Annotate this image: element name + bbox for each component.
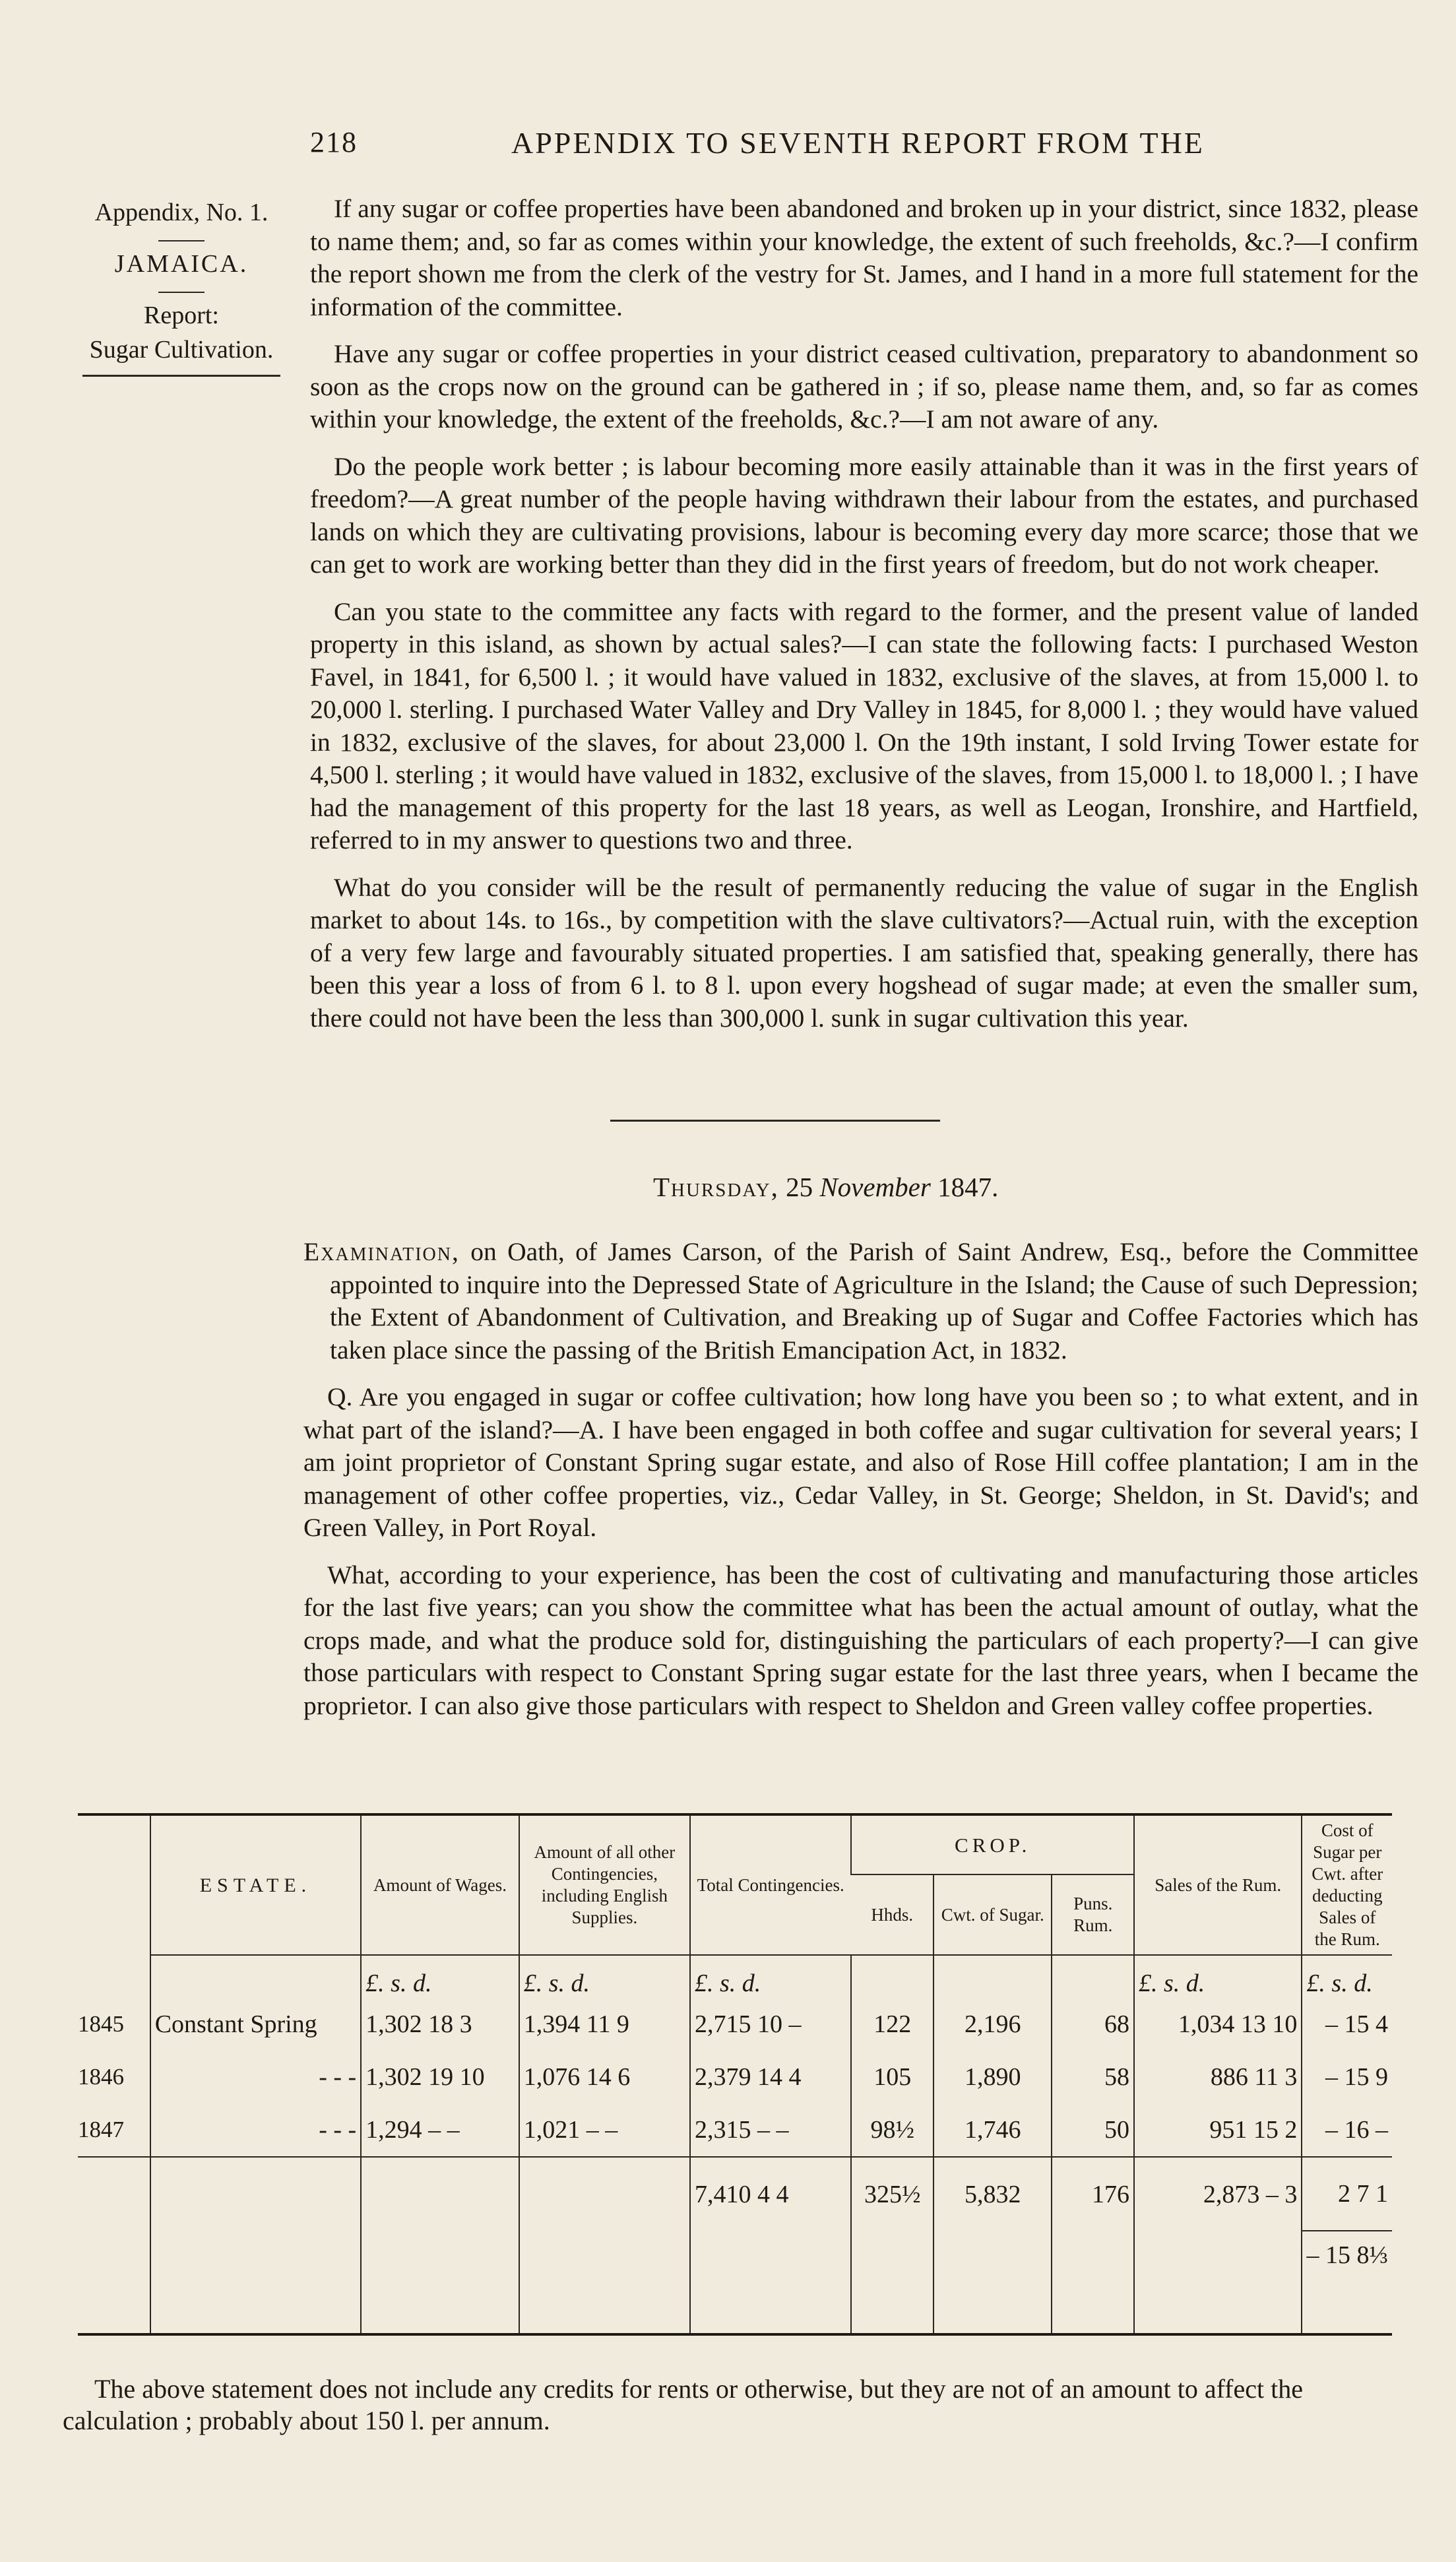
wages-cell: 1,302 19 10 <box>361 2051 519 2103</box>
marginal-divider <box>158 292 205 293</box>
average-row <box>78 2231 1392 2334</box>
examination-lead: Examination, <box>303 1237 460 1266</box>
examination-section <box>303 1236 1418 1737</box>
paragraph: Do the people work better ; is labour becoming more easily attainable than it was in the first years of freedom?—A great number of the people having withdrawn their labour from the estates, and purchased lands on which they are cultivating provisions, labour is becoming every day more scarce; those that we can get to work are working better than they did in the first years of freedom, but do not work cheaper. <box>310 451 1418 579</box>
crop-header: CROP. <box>851 1814 1134 1874</box>
sales-cell: 1,034 13 10 <box>1134 1998 1302 2051</box>
year-cell: 1845 <box>78 2011 124 2037</box>
total-cell: 2,315 – – <box>690 2103 851 2157</box>
totals-row <box>78 2157 1392 2231</box>
cost-cell: – 15 9 <box>1302 2051 1392 2103</box>
date-month: November <box>819 1172 931 1202</box>
puns-cell: 68 <box>1052 1998 1134 2051</box>
table-footnote <box>63 2373 1422 2437</box>
date-year: 1847. <box>937 1172 999 1202</box>
estate-cell: - - - <box>150 2103 361 2157</box>
wages-cell: 1,294 – – <box>361 2103 519 2157</box>
paragraph: Have any sugar or coffee properties in your district ceased cultivation, preparatory to abandonment so soon as the crops now on the ground can be gathered in ; if so, please name them, and, so far as comes within your knowledge, the extent of the freeholds, &c.?—I am not aware of any. <box>310 339 1418 433</box>
hhds-cell: 98½ <box>851 2103 934 2157</box>
puns-header: Puns. Rum. <box>1052 1874 1134 1955</box>
units-row <box>78 1955 1392 1998</box>
marginal-place: JAMAICA. <box>114 250 249 278</box>
examination-text: on Oath, of James Carson, of the Parish of Saint Andrew, Esq., before the Committee appointed to inquire into the Depressed State of Agriculture in the Island; the Cause of such Depression; the Extent of Abandonment of Cultivation, and Breaking up of Sugar and Coffee Factories which has taken place since the passing of the British Emancipation Act, in 1832. <box>330 1237 1419 1364</box>
puns-cell: 58 <box>1052 2051 1134 2103</box>
cwt-cell: 1,746 <box>934 2103 1052 2157</box>
estate-header: ESTATE. <box>150 1814 361 1955</box>
running-title: APPENDIX TO SEVENTH REPORT FROM THE <box>511 126 1205 160</box>
page-number: 218 <box>310 126 358 158</box>
footnote-text: The above statement does not include any credits for rents or otherwise, but they are not of an amount to affect the calculation ; probably about 150 l. per annum. <box>63 2374 1303 2435</box>
cwt-header: Cwt. of Sugar. <box>934 1874 1052 1955</box>
date-number: 25 <box>786 1172 813 1202</box>
unit-cell: £. s. d. <box>519 1955 690 1998</box>
cost-sum-cell: 2 7 1 <box>1302 2157 1392 2231</box>
contingencies-cell: 1,021 – – <box>519 2103 690 2157</box>
cost-cell: – 16 – <box>1302 2103 1392 2157</box>
examination-heading <box>303 1236 1418 1366</box>
sales-cell: 886 11 3 <box>1134 2051 1302 2103</box>
marginal-note <box>63 195 300 377</box>
year-cell: 1846 <box>78 2064 124 2090</box>
hhds-cell: 105 <box>851 2051 934 2103</box>
date-heading <box>653 1171 998 1203</box>
unit-cell: £. s. d. <box>690 1955 851 1998</box>
year-header <box>78 1814 150 1955</box>
sales-cell: 951 15 2 <box>1134 2103 1302 2157</box>
hhds-cell: 122 <box>851 1998 934 2051</box>
contingencies-cell: 1,076 14 6 <box>519 2051 690 2103</box>
puns-sum-cell: 176 <box>1052 2157 1134 2231</box>
unit-cell: £. s. d. <box>1302 1955 1392 1998</box>
total-cell: 2,715 10 – <box>690 1998 851 2051</box>
marginal-divider <box>158 240 205 241</box>
table-row <box>78 2051 1392 2103</box>
puns-cell: 50 <box>1052 2103 1134 2157</box>
table-row <box>78 1998 1392 2051</box>
hhds-header: Hhds. <box>851 1874 934 1955</box>
marginal-report: Report: <box>144 302 219 329</box>
hhds-sum-cell: 325½ <box>851 2157 934 2231</box>
unit-cell: £. s. d. <box>361 1955 519 1998</box>
cost-average-cell: – 15 8⅓ <box>1302 2231 1392 2334</box>
contingencies-header: Amount of all other Contingencies, including English Supplies. <box>519 1814 690 1955</box>
sugar-cost-header: Cost of Sugar per Cwt. after deducting Sales of the Rum. <box>1302 1814 1392 1955</box>
page-header <box>310 125 1253 172</box>
evidence-body <box>310 193 1418 1049</box>
wages-cell: 1,302 18 3 <box>361 1998 519 2051</box>
paragraph: Can you state to the committee any facts with regard to the former, and the present value of landed property in this island, as shown by actual sales?—I can state the following facts: I purchased Weston Favel, in 1841, for 6,500 l. ; it would have valued in 1832, exclusive of the slaves, at from 15,000 l. to 20,000 l. sterling. I purchased Water Valley and Dry Valley in 1845, for 8,000 l. ; they would have valued in 1832, exclusive of the slaves, for about 23,000 l. On the 19th instant, I sold Irving Tower estate for 4,500 l. sterling ; it would have valued in 1832, exclusive of the slaves, from 15,000 l. to 18,000 l. ; I have had the management of this property for the last 18 years, as well as Leogan, Ironshire, and Hartfield, referred to in my answer to questions two and three. <box>310 596 1418 854</box>
date-day: Thursday, <box>653 1172 779 1202</box>
contingencies-cell: 1,394 11 9 <box>519 1998 690 2051</box>
table-row <box>78 2103 1392 2157</box>
cwt-cell: 2,196 <box>934 1998 1052 2051</box>
marginal-subject: Sugar Cultivation. <box>89 336 274 364</box>
rum-sales-header: Sales of the Rum. <box>1134 1814 1302 1955</box>
cwt-cell: 1,890 <box>934 2051 1052 2103</box>
cwt-sum-cell: 5,832 <box>934 2157 1052 2231</box>
paragraph: If any sugar or coffee properties have been abandoned and broken up in your district, since 1832, please to name them; and, so far as comes within your knowledge, the extent of such freeholds, &c.?—I confirm the report shown me from the clerk of the vestry for St. James, and I hand in a more full statement for the information of the committee. <box>310 194 1418 321</box>
wages-header: Amount of Wages. <box>361 1814 519 1955</box>
cost-cell: – 15 4 <box>1302 1998 1392 2051</box>
estate-cell: Constant Spring <box>150 1998 361 2051</box>
total-sum-cell: 7,410 4 4 <box>690 2157 851 2231</box>
sales-sum-cell: 2,873 – 3 <box>1134 2157 1302 2231</box>
qa-paragraph: Q. Are you engaged in sugar or coffee cultivation; how long have you been so ; to what extent, and in what part of the island?—A. I have been engaged in both coffee and sugar cultivation for several years; I am joint proprietor of Constant Spring sugar estate, and also of Rose Hill coffee plantation; I am in the management of other coffee properties, viz., Cedar Valley, in St. George; Sheldon, in St. David's; and Green Valley, in Port Royal. <box>303 1382 1418 1542</box>
qa-paragraph: What, according to your experience, has been the cost of cultivating and manufacturing those articles for the last five years; can you show the committee what has been the actual amount of outlay, what the crops made, and what the produce sold for, distinguishing the particulars of each property?—I can give those particulars with respect to Constant Spring sugar estate for the last three years, when I became the proprietor. I can also give those particulars with respect to Sheldon and Green valley coffee properties. <box>303 1560 1418 1720</box>
unit-cell: £. s. d. <box>1134 1955 1302 1998</box>
table-header-row <box>78 1814 1392 1874</box>
estate-accounts-table <box>78 1813 1392 2336</box>
marginal-appendix: Appendix, No. 1. <box>94 199 269 226</box>
total-cell: 2,379 14 4 <box>690 2051 851 2103</box>
estate-cell: - - - <box>150 2051 361 2103</box>
paragraph: What do you consider will be the result of permanently reducing the value of sugar in the English market to about 14s. to 16s., by competition with the slave cultivators?—Actual ruin, with the exception of a very few large and favourably situated properties. I am satisfied that, speaking generally, there has been this year a loss of from 6 l. to 8 l. upon every hogshead of sugar made; at even the smaller sum, there could not have been the less than 300,000 l. sunk in sugar cultivation this year. <box>310 872 1418 1033</box>
year-cell: 1847 <box>78 2117 124 2142</box>
total-contingencies-header: Total Contingencies. <box>690 1814 851 1955</box>
section-separator <box>610 1120 940 1122</box>
marginal-rule <box>82 375 280 377</box>
